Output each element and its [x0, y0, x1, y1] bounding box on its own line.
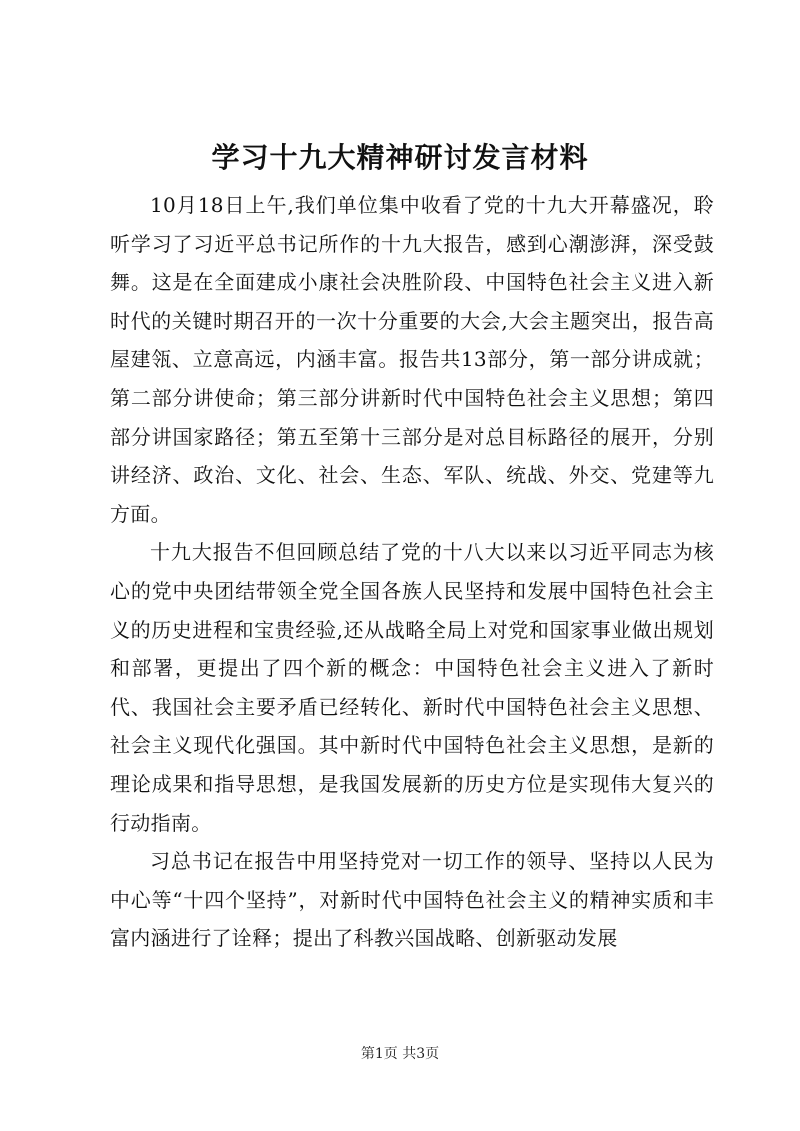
- paragraph-2: 十九大报告不但回顾总结了党的十八大以来以习近平同志为核心的党中央团结带领全党全国各族人民坚持和发展中国特色社会主义的历史进程和宝贵经验,还从战略全局上对党和国家事业做出规划和部署，更提出了四个新的概念：中国特色社会主义进入了新时代、我国社会主要矛盾已经转化、新时代中国特色社会主义思想、社会主义现代化强国。其中新时代中国特色社会主义思想，是新的理论成果和指导思想，是我国发展新的历史方位是实现伟大复兴的行动指南。: [110, 540, 714, 835]
- paragraph-1: 10月18日上午,我们单位集中收看了党的十九大开幕盛况，聆听学习了习近平总书记所作的十九大报告，感到心潮澎湃，深受鼓舞。这是在全面建成小康社会决胜阶段、中国特色社会主义进入新时代的关键时期召开的一次十分重要的大会,大会主题突出，报告高屋建瓴、立意高远，内涵丰富。报告共13部分，第一部分讲成就；第二部分讲使命；第三部分讲新时代中国特色社会主义思想；第四部分讲国家路径；第五至第十三部分是对总目标路径的展开，分别讲经济、政治、文化、社会、生态、军队、统战、外交、党建等九方面。: [110, 193, 714, 526]
- document-body: [110, 186, 714, 958]
- document-title: 学习十九大精神研讨发言材料: [211, 141, 589, 174]
- paragraph-3: 习总书记在报告中用坚持党对一切工作的领导、坚持以人民为中心等“十四个坚持”，对新时代中国特色社会主义的精神实质和丰富内涵进行了诠释；提出了科教兴国战略、创新驱动发展: [110, 849, 714, 951]
- page-footer: 第1页 共3页: [360, 1046, 440, 1062]
